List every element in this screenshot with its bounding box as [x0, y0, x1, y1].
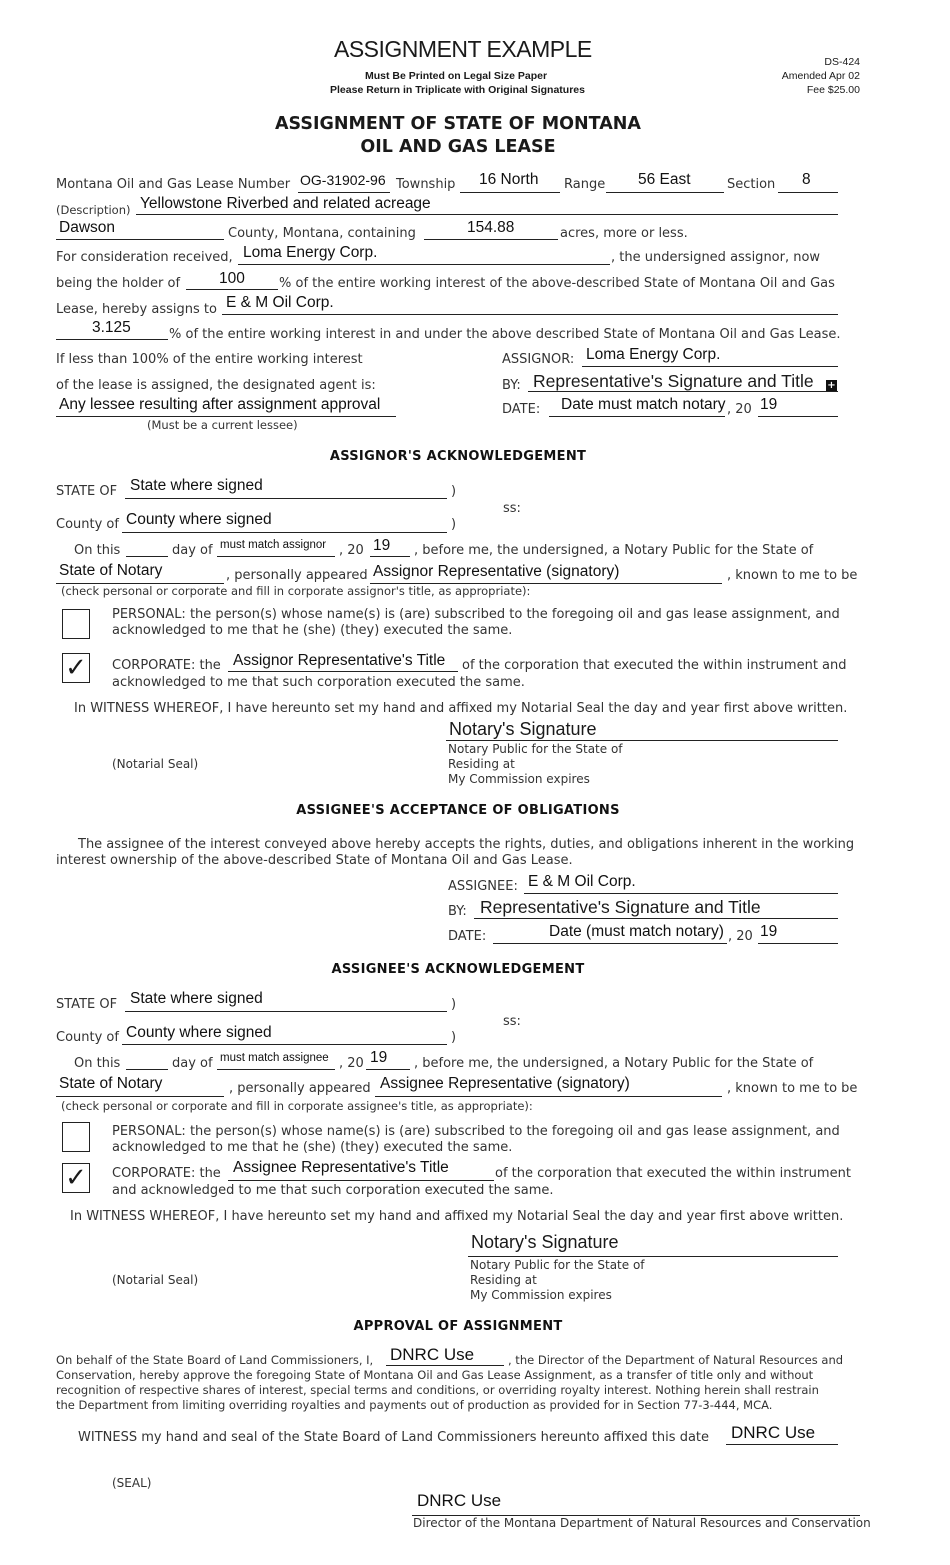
consideration-label: For consideration received,: [56, 250, 233, 265]
holder-percent-field[interactable]: 100: [219, 270, 245, 287]
ack1-paren2: ): [451, 517, 457, 532]
ack2-county-label: County of: [56, 1030, 119, 1045]
ack2-personal-checkbox[interactable]: [62, 1122, 90, 1152]
ack1-corporate-checkbox[interactable]: ✓: [62, 653, 90, 683]
accept-date-field[interactable]: Date (must match notary): [549, 923, 724, 940]
assignor-field[interactable]: Loma Energy Corp.: [586, 346, 721, 363]
assignor-label: ASSIGNOR:: [502, 352, 575, 367]
ack2-commission: My Commission expires: [470, 1288, 612, 1302]
approval-text4: the Department from limiting overriding royalties and payments out of production as provided for in Section 77-3-444, MCA.: [56, 1398, 773, 1412]
ack1-on-this: On this: [74, 543, 121, 558]
ack1-notary-signature[interactable]: Notary's Signature: [449, 719, 597, 739]
ack2-month-field[interactable]: must match assignee: [220, 1052, 329, 1064]
ack2-notary-state-field[interactable]: State of Notary: [59, 1075, 163, 1092]
township-label: Township: [396, 177, 456, 192]
accept-date-label: DATE:: [448, 929, 487, 944]
assignor-year-prefix: , 20: [727, 402, 752, 417]
ack2-personally: , personally appeared: [229, 1081, 371, 1096]
acres-field[interactable]: 154.88: [467, 219, 515, 236]
agent-text1: If less than 100% of the entire working interest: [56, 352, 363, 367]
ack1-corporate-suffix: of the corporation that executed the within instrument and: [462, 658, 847, 673]
section-field[interactable]: 8: [802, 171, 811, 188]
ack2-corporate-checkbox[interactable]: ✓: [62, 1163, 90, 1193]
ack1-personal-text: PERSONAL: the person(s) whose name(s) is (are) subscribed to the foregoing oil and gas lease assignment, and acknowledged to me that he (she) (they) executed the same.: [112, 607, 840, 638]
approval-director-name-field[interactable]: DNRC Use: [390, 1345, 475, 1364]
ack2-np-state: Notary Public for the State of: [470, 1258, 645, 1272]
form-number: DS-424: [824, 56, 860, 68]
assigns-label: Lease, hereby assigns to: [56, 302, 217, 317]
approval-on-behalf: On behalf of the State Board of Land Commissioners, I,: [56, 1353, 374, 1367]
assignor-date-label: DATE:: [502, 402, 541, 417]
assignee-accept-heading: ASSIGNEE'S ACCEPTANCE OF OBLIGATIONS: [296, 803, 620, 818]
assignor-name-field[interactable]: Loma Energy Corp.: [243, 244, 378, 261]
ack2-state-field[interactable]: State where signed: [130, 990, 263, 1007]
ack1-check-note: (check personal or corporate and fill in corporate assignor's title, as appropriate):: [61, 584, 531, 598]
assignor-by-label: BY:: [502, 378, 521, 393]
ack2-county-field[interactable]: County where signed: [126, 1024, 272, 1041]
amended-date: Amended Apr 02: [781, 70, 860, 82]
assignee-name-field[interactable]: E & M Oil Corp.: [226, 294, 334, 311]
designated-agent-field[interactable]: Any lessee resulting after assignment approval: [59, 396, 381, 413]
ack2-before-me: , before me, the undersigned, a Notary Public for the State of: [414, 1056, 814, 1071]
ack1-state-field[interactable]: State where signed: [130, 477, 263, 494]
ack1-day-of: day of: [172, 543, 213, 558]
accept-by-label: BY:: [448, 904, 467, 919]
approval-text-rest: , the Director of the Department of Natural Resources and: [508, 1353, 844, 1367]
ack2-residing: Residing at: [470, 1273, 537, 1287]
assignor-by-field[interactable]: Representative's Signature and Title: [533, 371, 814, 391]
ack2-year-prefix: , 20: [339, 1056, 364, 1071]
ack1-personally: , personally appeared: [226, 568, 368, 583]
approval-director-caption: Director of the Montana Department of Natural Resources and Conservation: [413, 1516, 871, 1530]
ack1-residing: Residing at: [448, 757, 515, 771]
ack1-corporate-line2: acknowledged to me that such corporation executed the same.: [112, 675, 525, 690]
description-label: (Description): [56, 203, 131, 217]
accept-year-prefix: , 20: [728, 929, 753, 944]
ack1-year-field[interactable]: 19: [373, 537, 391, 554]
agent-note: (Must be a current lessee): [147, 418, 298, 432]
ack2-corporate-line2: and acknowledged to me that such corporation executed the same.: [112, 1183, 554, 1198]
ack2-corporate-prefix: CORPORATE: the: [112, 1166, 221, 1181]
holder-label: being the holder of: [56, 276, 181, 291]
document-title-line2: OIL AND GAS LEASE: [360, 137, 556, 157]
ack2-year-field[interactable]: 19: [370, 1049, 388, 1066]
ack1-county-field[interactable]: County where signed: [126, 511, 272, 528]
ack2-state-label: STATE OF: [56, 997, 118, 1012]
ack1-month-field[interactable]: must match assignor: [220, 539, 327, 551]
assign-percent-field[interactable]: 3.125: [92, 319, 131, 336]
county-label: County, Montana, containing: [228, 226, 416, 241]
fee: Fee $25.00: [806, 84, 860, 96]
range-field[interactable]: 56 East: [638, 171, 691, 188]
ack1-corporate-title-field[interactable]: Assignor Representative's Title: [233, 652, 446, 669]
overflow-plus-icon[interactable]: +: [827, 380, 836, 391]
agent-text2: of the lease is assigned, the designated agent is:: [56, 378, 376, 393]
assignee-ack-heading: ASSIGNEE'S ACKNOWLEDGEMENT: [331, 962, 585, 977]
approval-seal: (SEAL): [112, 1476, 152, 1490]
township-field[interactable]: 16 North: [479, 171, 539, 188]
approval-text2: Conservation, hereby approve the foregoing State of Montana Oil and Gas Lease Assignment, as a transfer of title only and without: [56, 1368, 814, 1382]
approval-text3: recognition of respective shares of interest, special terms and conditions, or overriding royalty interest. Nothing herein shall restrain: [56, 1383, 819, 1397]
assignor-year-field[interactable]: 19: [760, 396, 778, 413]
assignor-date-field[interactable]: Date must match notary: [561, 396, 726, 413]
ack2-witness: In WITNESS WHEREOF, I have hereunto set my hand and affixed my Notarial Seal the day and year first above written.: [70, 1209, 844, 1224]
accept-by-field[interactable]: Representative's Signature and Title: [480, 897, 761, 917]
ack1-before-me: , before me, the undersigned, a Notary Public for the State of: [414, 543, 814, 558]
ack1-county-label: County of: [56, 517, 119, 532]
ack2-personal-text: PERSONAL: the person(s) whose name(s) is (are) subscribed to the foregoing oil and gas lease assignment, and acknowledged to me that he (she) (they) executed the same.: [112, 1124, 840, 1155]
lease-number-label: Montana Oil and Gas Lease Number: [56, 177, 291, 192]
ack2-on-this: On this: [74, 1056, 121, 1071]
section-label: Section: [727, 177, 776, 192]
ack2-appeared-field[interactable]: Assignee Representative (signatory): [380, 1075, 630, 1092]
undersigned-text: , the undersigned assignor, now: [611, 250, 821, 265]
ack1-personal-checkbox[interactable]: [62, 609, 90, 639]
accept-assignee-field[interactable]: E & M Oil Corp.: [528, 873, 636, 890]
county-field[interactable]: Dawson: [59, 219, 115, 236]
ack2-known: , known to me to be: [727, 1081, 858, 1096]
holder-text: % of the entire working interest of the above-described State of Montana Oil and Gas: [279, 276, 835, 291]
ack2-paren2: ): [451, 1030, 457, 1045]
ack1-known: , known to me to be: [727, 568, 858, 583]
ack1-witness: In WITNESS WHEREOF, I have hereunto set my hand and affixed my Notarial Seal the day and year first above written.: [74, 701, 848, 716]
accept-text2: interest ownership of the above-described State of Montana Oil and Gas Lease.: [56, 853, 573, 868]
ack2-notarial-seal: (Notarial Seal): [112, 1273, 199, 1287]
ack1-np-state: Notary Public for the State of: [448, 742, 623, 756]
assign-text: % of the entire working interest in and under the above described State of Montana Oil and Gas Lease.: [169, 327, 841, 342]
description-field[interactable]: Yellowstone Riverbed and related acreage: [140, 195, 431, 212]
ack1-year-prefix: , 20: [339, 543, 364, 558]
lease-number-field[interactable]: OG-31902-96: [300, 172, 386, 188]
ack2-notary-signature[interactable]: Notary's Signature: [471, 1232, 619, 1252]
form-title: ASSIGNMENT EXAMPLE: [334, 36, 592, 62]
ack1-corporate-prefix: CORPORATE: the: [112, 658, 221, 673]
ack2-paren1: ): [451, 997, 457, 1012]
document-title-line1: ASSIGNMENT OF STATE OF MONTANA: [275, 114, 641, 134]
acres-label: acres, more or less.: [560, 226, 688, 241]
ack1-paren1: ): [451, 484, 457, 499]
range-label: Range: [564, 177, 606, 192]
ack1-commission: My Commission expires: [448, 772, 590, 786]
ack1-notarial-seal: (Notarial Seal): [112, 757, 199, 771]
approval-witness-date-field[interactable]: DNRC Use: [731, 1423, 816, 1442]
ack1-ss: ss:: [503, 501, 521, 516]
approval-witness-text: WITNESS my hand and seal of the State Board of Land Commissioners hereunto affixed this date: [78, 1430, 710, 1445]
accept-year-field[interactable]: 19: [760, 923, 778, 940]
return-instruction: Please Return in Triplicate with Original Signatures: [330, 84, 585, 96]
ack2-corporate-title-field[interactable]: Assignee Representative's Title: [233, 1159, 449, 1176]
approval-heading: APPROVAL OF ASSIGNMENT: [353, 1319, 563, 1334]
ack1-notary-state-field[interactable]: State of Notary: [59, 562, 163, 579]
ack2-day-of: day of: [172, 1056, 213, 1071]
ack1-appeared-field[interactable]: Assignor Representative (signatory): [373, 563, 620, 580]
approval-signature-field[interactable]: DNRC Use: [417, 1491, 502, 1510]
accept-assignee-label: ASSIGNEE:: [448, 879, 518, 894]
ack2-corporate-suffix: of the corporation that executed the within instrument: [495, 1166, 851, 1181]
ack2-ss: ss:: [503, 1014, 521, 1029]
print-instruction: Must Be Printed on Legal Size Paper: [365, 70, 548, 82]
assignor-ack-heading: ASSIGNOR'S ACKNOWLEDGEMENT: [329, 449, 587, 464]
accept-text1: The assignee of the interest conveyed above hereby accepts the rights, duties, and obligations inherent in the working: [78, 837, 855, 852]
ack1-state-label: STATE OF: [56, 484, 118, 499]
ack2-check-note: (check personal or corporate and fill in corporate assignee's title, as appropriate):: [61, 1099, 533, 1113]
